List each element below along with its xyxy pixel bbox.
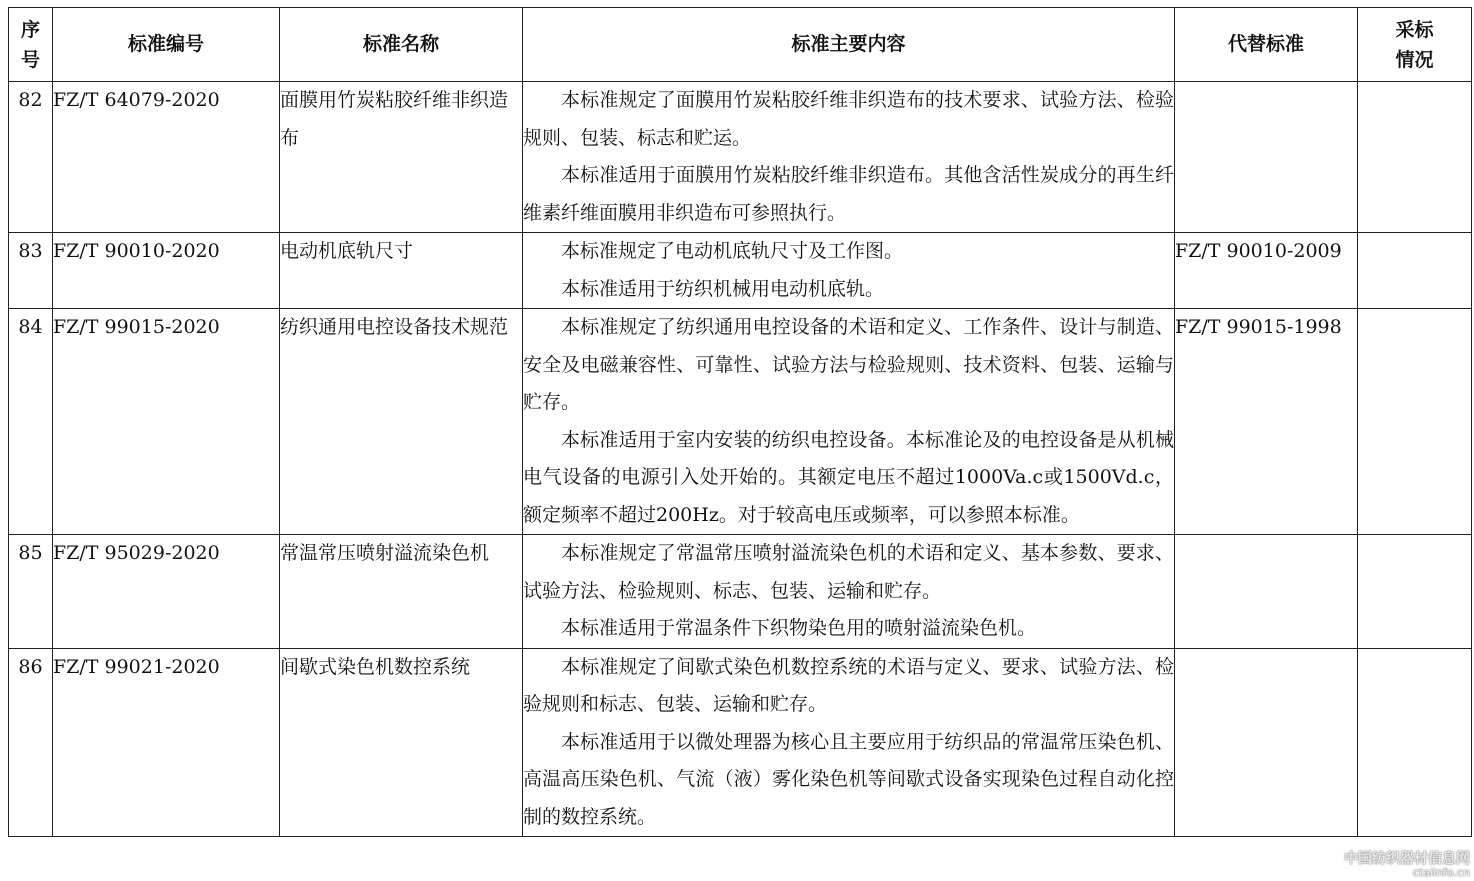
row-number: 82: [9, 82, 53, 233]
header-status-line1: 采标: [1395, 18, 1434, 41]
content-paragraph: 本标准规定了电动机底轨尺寸及工作图。: [561, 240, 904, 262]
content-paragraph: 本标准规定了间歇式染色机数控系统的术语与定义、要求、试验方法、检验规则和标志、包装、运输和贮存。: [523, 655, 1174, 715]
row-number: 84: [9, 309, 53, 535]
standard-code: FZ/T 99021-2020: [53, 648, 280, 837]
header-row: [9, 8, 1472, 82]
table-body: [9, 82, 1472, 837]
content-paragraph: 本标准规定了纺织通用电控设备的术语和定义、工作条件、设计与制造、安全及电磁兼容性、可靠性、试验方法与检验规则、技术资料、包装、运输与贮存。: [523, 316, 1174, 413]
header-status: [1358, 8, 1472, 82]
replaced-standard: FZ/T 99015-1998: [1175, 309, 1358, 535]
standards-table: [8, 7, 1472, 837]
standard-content: [523, 82, 1175, 233]
header-no-line1: 序: [20, 18, 40, 41]
standard-code: FZ/T 64079-2020: [53, 82, 280, 233]
content-paragraph: 本标准适用于面膜用竹炭粘胶纤维非织造布。其他含活性炭成分的再生纤维素纤维面膜用非织造布可参照执行。: [523, 164, 1174, 224]
standard-code: FZ/T 95029-2020: [53, 535, 280, 649]
watermark-title: 中国纺织器材信息网: [1344, 851, 1470, 867]
replaced-standard: [1175, 648, 1358, 837]
header-name: 标准名称: [280, 8, 523, 82]
adoption-status: [1358, 309, 1472, 535]
row-number: 86: [9, 648, 53, 837]
header-no-line2: 号: [20, 48, 40, 71]
row-number: 83: [9, 233, 53, 309]
adoption-status: [1358, 648, 1472, 837]
row-number: 85: [9, 535, 53, 649]
watermark-url: ctaiinfo.cn: [1412, 866, 1470, 879]
standard-name: 纺织通用电控设备技术规范: [280, 309, 523, 535]
adoption-status: [1358, 535, 1472, 649]
replaced-standard: [1175, 535, 1358, 649]
standard-code: FZ/T 99015-2020: [53, 309, 280, 535]
standard-code: FZ/T 90010-2020: [53, 233, 280, 309]
header-no: [9, 8, 53, 82]
standard-content: [523, 535, 1175, 649]
adoption-status: [1358, 82, 1472, 233]
standard-name: 常温常压喷射溢流染色机: [280, 535, 523, 649]
content-paragraph: 本标准适用于常温条件下织物染色用的喷射溢流染色机。: [561, 617, 1037, 639]
site-watermark: [1344, 851, 1470, 879]
standard-name: 面膜用竹炭粘胶纤维非织造布: [280, 82, 523, 233]
content-paragraph: 本标准适用于室内安装的纺织电控设备。本标准论及的电控设备是从机械电气设备的电源引入处开始的。其额定电压不超过1000Va.c或1500Vd.c，额定频率不超过200Hz。对于较高电压或频率，可以参照本标准。: [523, 428, 1174, 526]
adoption-status: [1358, 233, 1472, 309]
table-row: [9, 233, 1472, 309]
standard-name: 电动机底轨尺寸: [280, 233, 523, 309]
table-row: [9, 82, 1472, 233]
standard-content: [523, 648, 1175, 837]
table-row: [9, 535, 1472, 649]
header-content: 标准主要内容: [523, 8, 1175, 82]
standard-name: 间歇式染色机数控系统: [280, 648, 523, 837]
content-paragraph: 本标准适用于纺织机械用电动机底轨。: [561, 277, 885, 300]
standard-content: [523, 309, 1175, 535]
standard-content: [523, 233, 1175, 309]
content-paragraph: 本标准规定了面膜用竹炭粘胶纤维非织造布的技术要求、试验方法、检验规则、包装、标志和贮运。: [523, 89, 1174, 149]
table-row: [9, 309, 1472, 535]
header-status-line2: 情况: [1395, 48, 1434, 71]
header-code: 标准编号: [53, 8, 280, 82]
replaced-standard: FZ/T 90010-2009: [1175, 233, 1358, 309]
content-paragraph: 本标准适用于以微处理器为核心且主要应用于纺织品的常温常压染色机、高温高压染色机、气流（液）雾化染色机等间歇式设备实现染色过程自动化控制的数控系统。: [523, 730, 1174, 828]
content-paragraph: 本标准规定了常温常压喷射溢流染色机的术语和定义、基本参数、要求、试验方法、检验规则、标志、包装、运输和贮存。: [523, 542, 1174, 602]
table-header: [9, 8, 1472, 82]
table-row: [9, 648, 1472, 837]
header-replaced: 代替标准: [1175, 8, 1358, 82]
replaced-standard: [1175, 82, 1358, 233]
